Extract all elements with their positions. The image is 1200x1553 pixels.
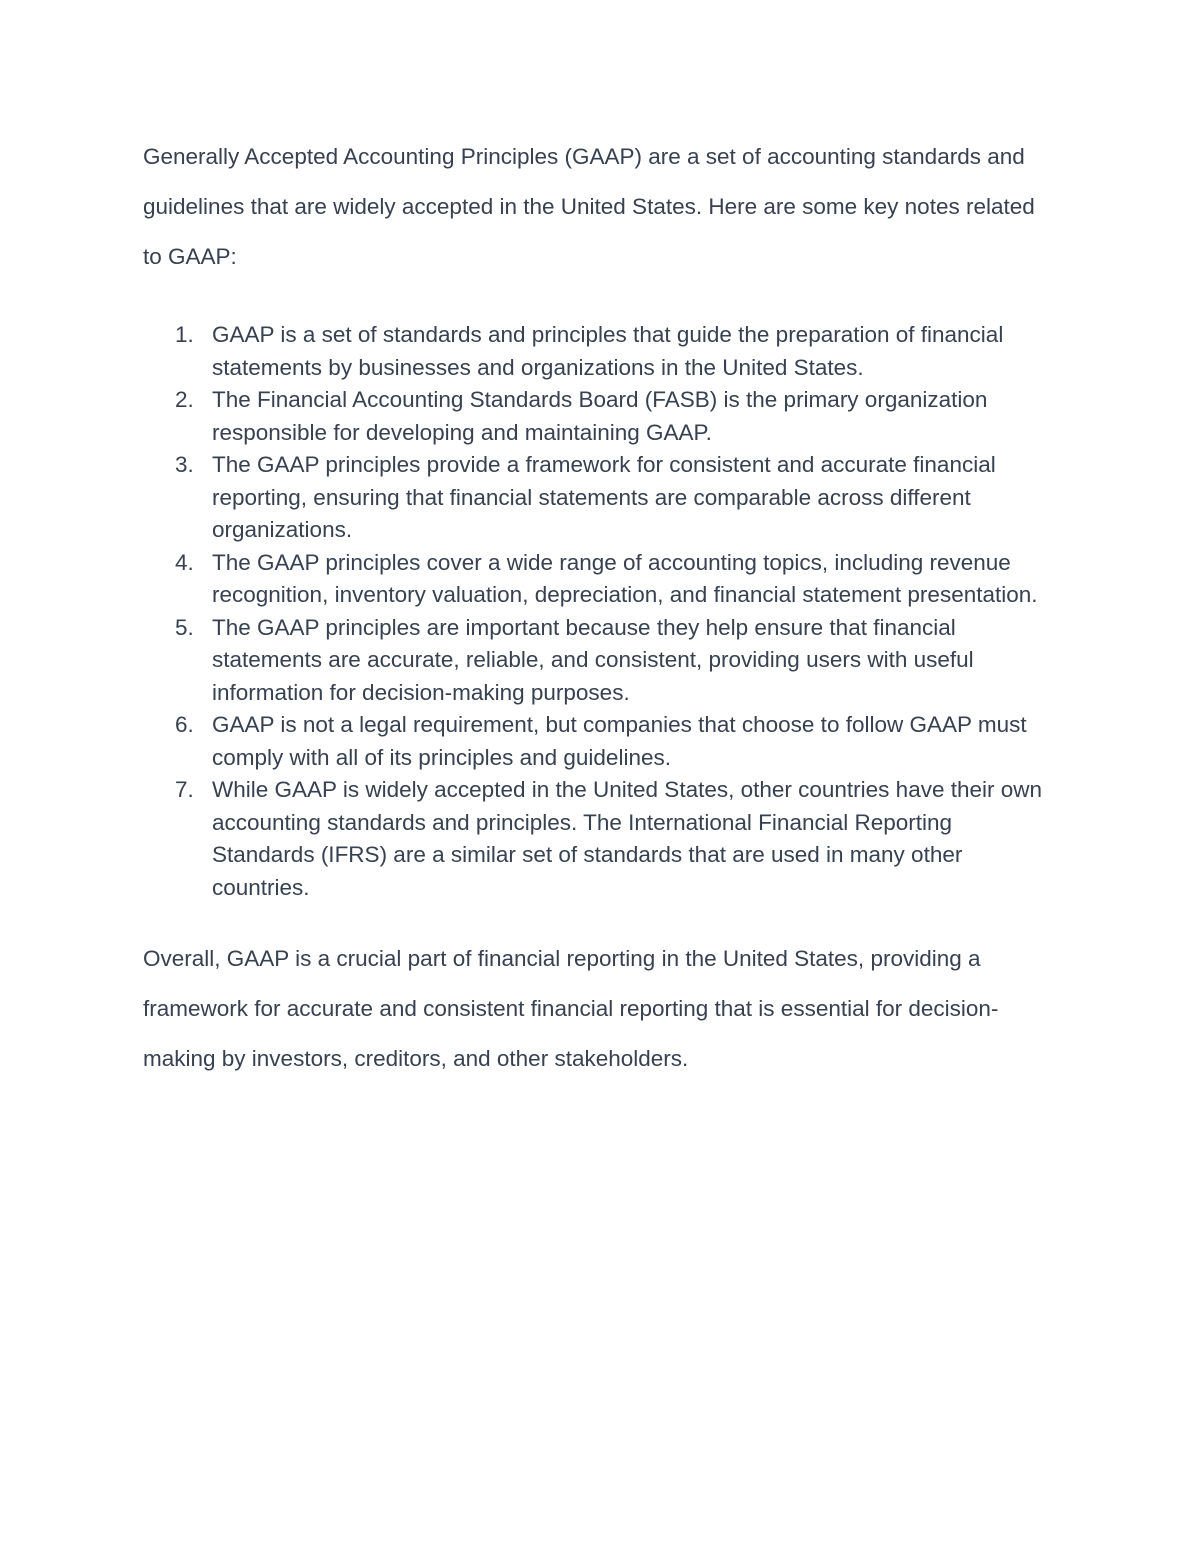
conclusion-paragraph: Overall, GAAP is a crucial part of financial reporting in the United States, providing a framework for accurate and consistent financial reporting that is essential for decision-making by investors, creditors, and other stakeholders. <box>143 946 999 1071</box>
list-item-text: The GAAP principles provide a framework for consistent and accurate financial reporting, ensuring that financial statements are comparable across different organizations. <box>212 452 996 542</box>
document-body <box>143 132 1048 1084</box>
intro-paragraph: Generally Accepted Accounting Principles (GAAP) are a set of accounting standards and guidelines that are widely accepted in the United States. Here are some key notes related to GAAP: <box>143 144 1035 269</box>
list-item <box>143 449 1048 547</box>
list-item-number: 5. <box>175 614 194 640</box>
list-item <box>143 774 1048 904</box>
list-item <box>143 612 1048 710</box>
list-item-number: 4. <box>175 549 194 575</box>
list-item-text: While GAAP is widely accepted in the United States, other countries have their own accounting standards and principles. The International Financial Reporting Standards (IFRS) are a similar set of standards that are used in many other countries. <box>212 777 1043 900</box>
key-notes-list <box>143 319 1048 904</box>
list-item-number: 2. <box>175 387 194 412</box>
list-item <box>143 709 1048 774</box>
list-item-text: GAAP is not a legal requirement, but companies that choose to follow GAAP must comply with all of its principles and guidelines. <box>212 712 1027 770</box>
list-item-text: The GAAP principles are important because they help ensure that financial statements are accurate, reliable, and consistent, providing users with useful information for decision-making purposes. <box>212 614 974 705</box>
list-item <box>143 384 1048 449</box>
list-item <box>143 547 1048 612</box>
list-item-text: GAAP is a set of standards and principles that guide the preparation of financial statements by businesses and organizations in the United States. <box>212 322 1004 380</box>
list-item-number: 3. <box>175 452 194 477</box>
list-item <box>143 319 1048 384</box>
list-item-text: The Financial Accounting Standards Board (FASB) is the primary organization responsible for developing and maintaining GAAP. <box>212 387 988 445</box>
list-item-number: 1. <box>175 322 194 347</box>
list-item-text: The GAAP principles cover a wide range of accounting topics, including revenue recognition, inventory valuation, depreciation, and financial statement presentation. <box>212 549 1038 607</box>
list-item-number: 6. <box>175 712 194 737</box>
list-item-number: 7. <box>175 777 194 802</box>
